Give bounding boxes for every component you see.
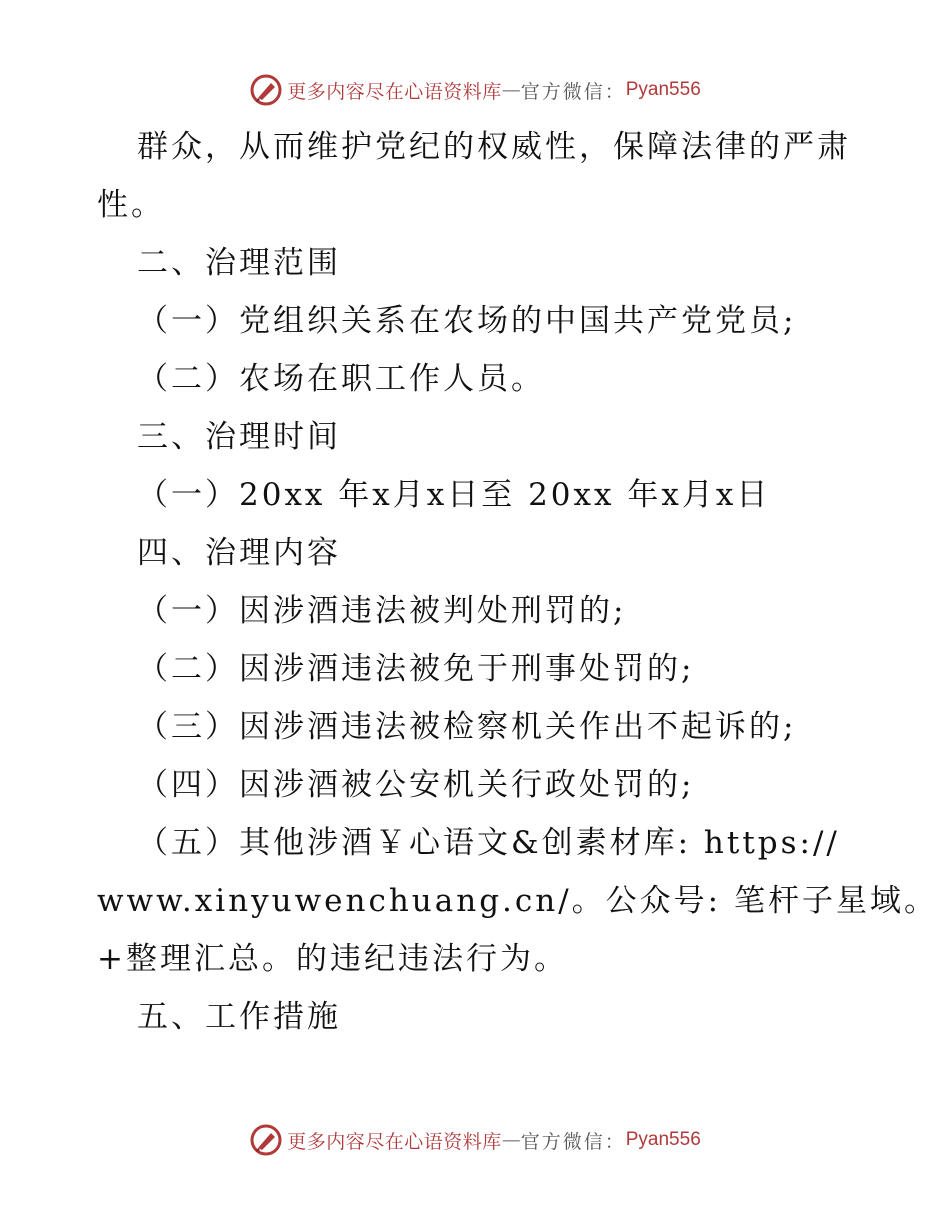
banner-separator: — <box>501 79 521 101</box>
paragraph-line: 性。 <box>97 187 165 223</box>
list-item: （五）其他涉酒￥心语文&创素材库: https:// <box>137 825 840 861</box>
list-item: （四）因涉酒被公安机关行政处罚的; <box>137 767 695 803</box>
section-heading: 四、治理内容 <box>137 535 341 571</box>
paragraph-line: 群众，从而维护党纪的权威性，保障法律的严肃 <box>137 129 851 165</box>
paragraph-line: www.xinyuwenchuang.cn/。公众号: 笔杆子星域。 <box>97 883 938 919</box>
list-item: （一）因涉酒违法被判处刑罚的; <box>137 593 627 629</box>
list-item: （一）20xx 年x月x日至 20xx 年x月x日 <box>137 477 771 513</box>
list-item: （三）因涉酒违法被检察机关作出不起诉的; <box>137 709 797 745</box>
document-body <box>97 118 938 1046</box>
banner-wechat-id: Pyan556 <box>625 1129 701 1150</box>
list-item: （二）农场在职工作人员。 <box>137 361 545 397</box>
list-item: （二）因涉酒违法被免于刑事处罚的; <box>137 651 695 687</box>
header-watermark-banner <box>0 70 950 110</box>
section-heading: 五、工作措施 <box>137 999 341 1035</box>
banner-wechat-id: Pyan556 <box>625 79 701 100</box>
paragraph-line: +整理汇总。的违纪违法行为。 <box>97 941 568 977</box>
banner-text: 更多内容尽在心语资料库 <box>287 1130 502 1153</box>
banner-separator: — <box>501 1129 521 1151</box>
section-heading: 三、治理时间 <box>137 419 341 455</box>
pen-logo-icon <box>249 73 283 107</box>
list-item: （一）党组织关系在农场的中国共产党党员; <box>137 303 797 339</box>
banner-official-label: 官方微信： <box>520 1130 626 1153</box>
section-heading: 二、治理范围 <box>137 245 341 281</box>
banner-official-label: 官方微信： <box>520 80 626 103</box>
banner-text: 更多内容尽在心语资料库 <box>287 80 502 103</box>
pen-logo-icon <box>249 1123 283 1157</box>
footer-watermark-banner <box>0 1120 950 1160</box>
